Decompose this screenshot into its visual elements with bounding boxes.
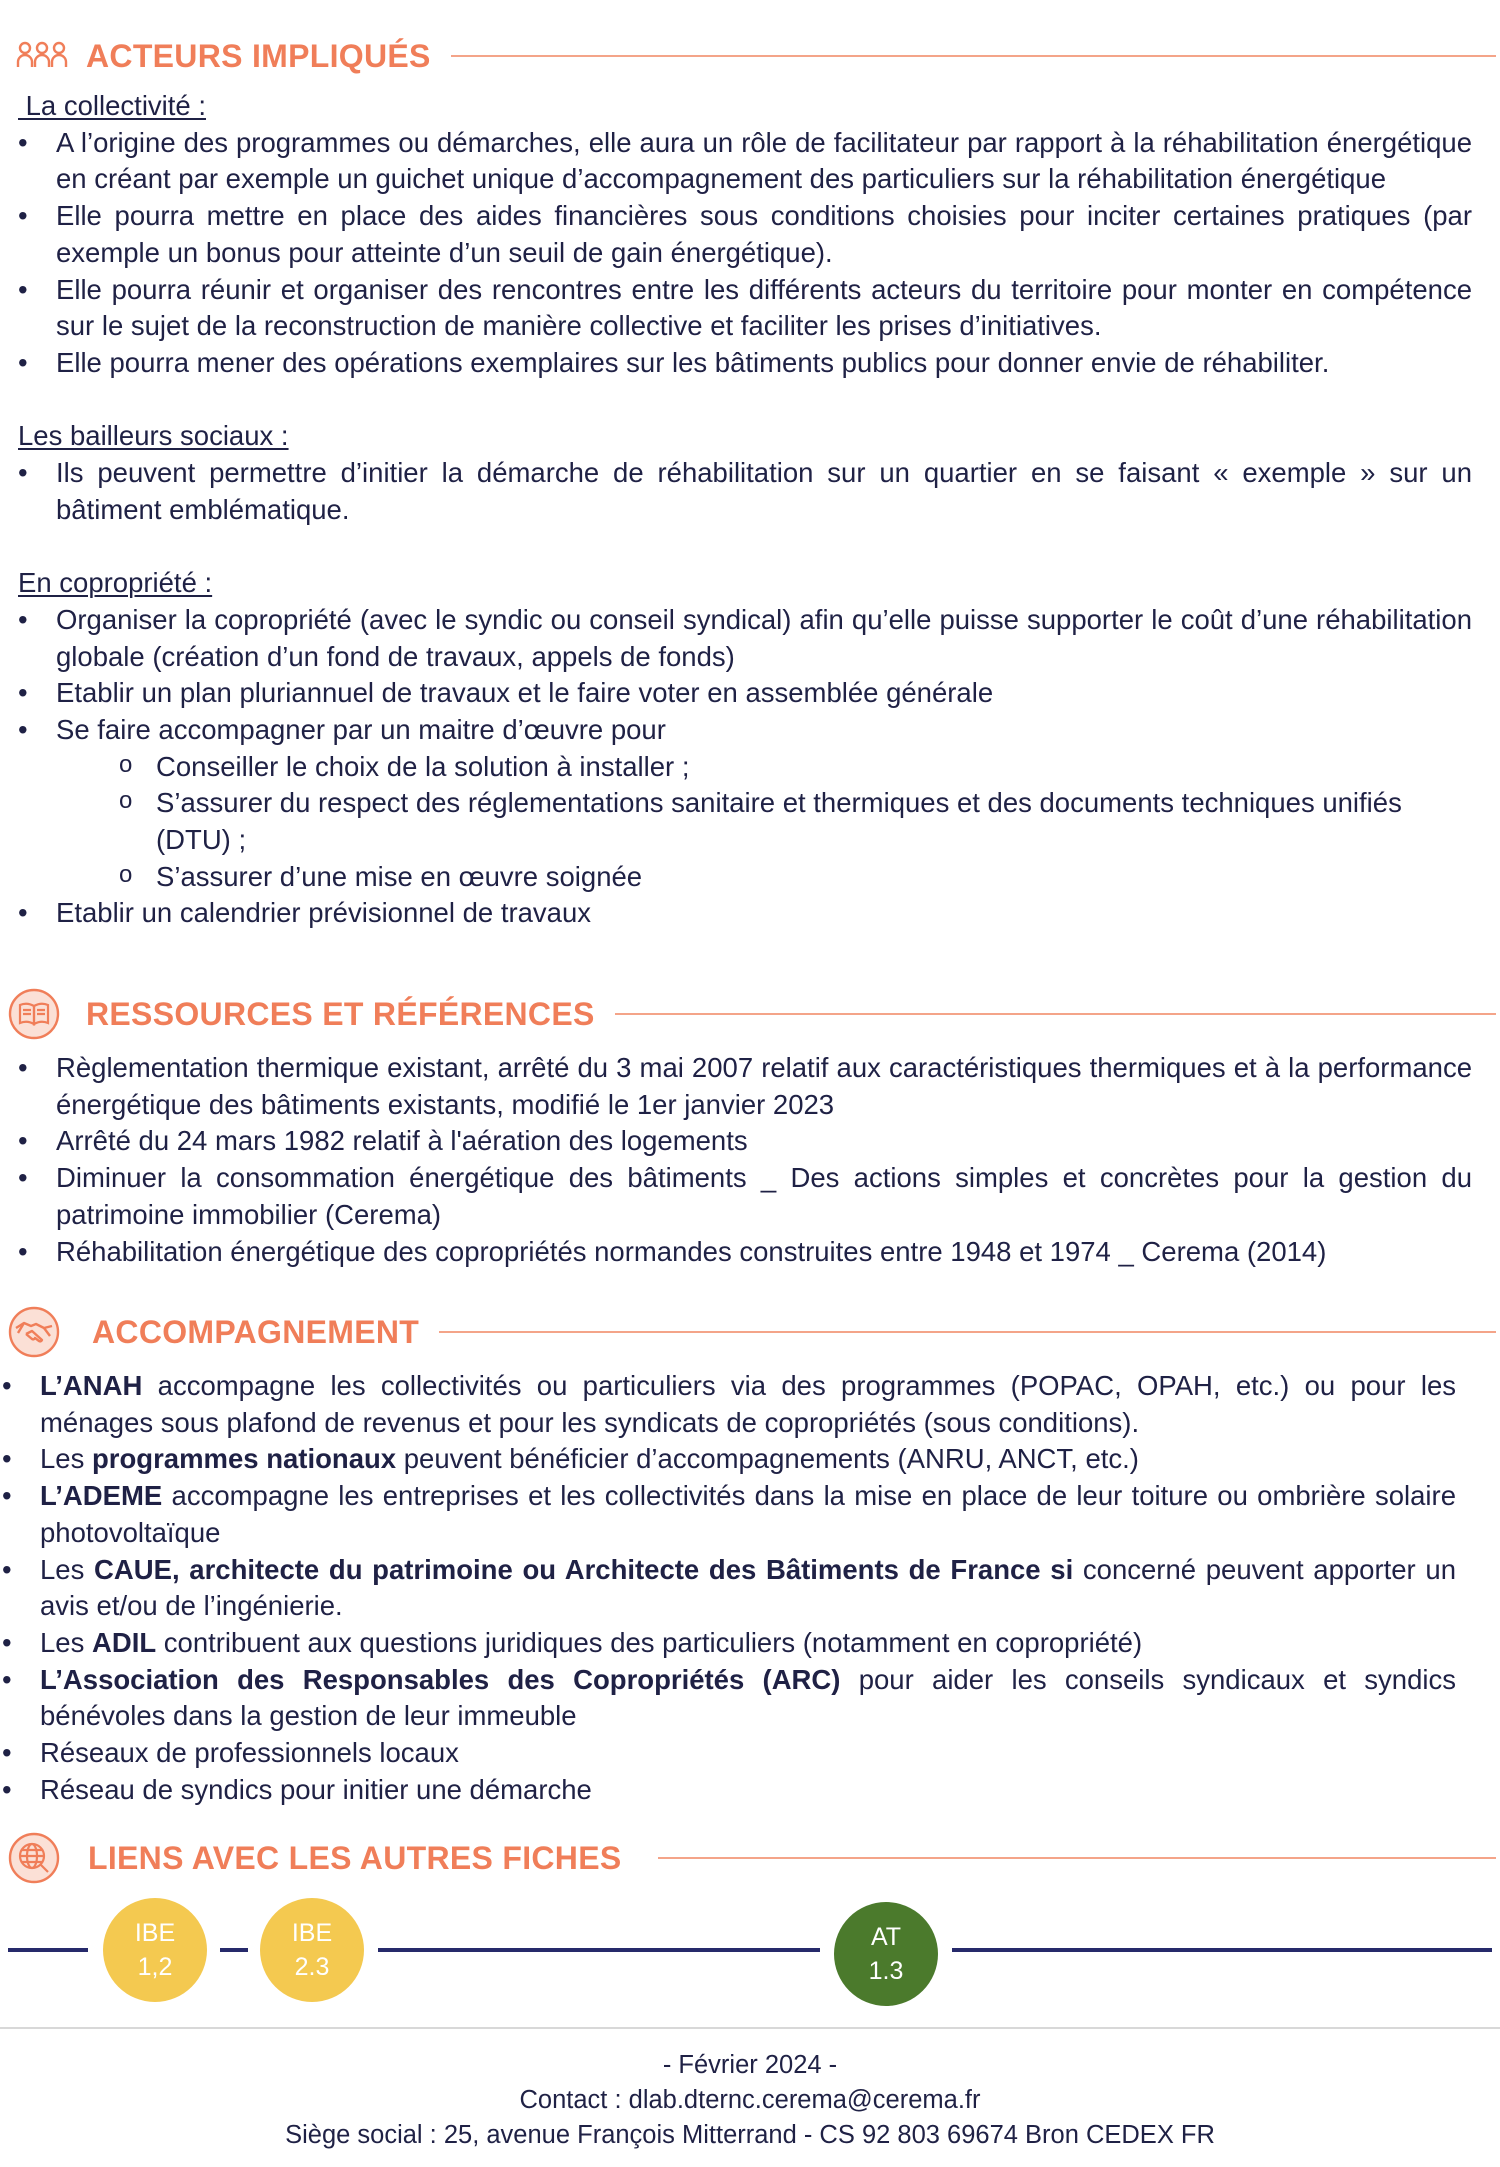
- section-header-acteurs: [16, 30, 1496, 82]
- list-item: • Etablir un calendrier prévisionnel de travaux: [18, 895, 1472, 932]
- list-item: • Les CAUE, architecte du patrimoine ou Architecte des Bâtiments de France si concerné peuvent apporter un avis et/ou de l’ingénierie.: [2, 1552, 1456, 1625]
- footer-address: Siège social : 25, avenue François Mitterrand - CS 92 803 69674 Bron CEDEX FR: [285, 2121, 1215, 2149]
- subheading-collectivite: La collectivité :: [18, 90, 207, 121]
- list-item: • A l’origine des programmes ou démarches, elle aura un rôle de facilitateur par rapport à la réhabilitation énergétique en créant par exemple un guichet unique d’accompagnement des particuliers sur la réhabilitation énergétique: [18, 125, 1472, 198]
- copropriete-list: [18, 602, 1472, 749]
- list-item: • Etablir un plan pluriannuel de travaux et le faire voter en assemblée générale: [18, 675, 1472, 712]
- bailleurs-list: [18, 455, 1472, 528]
- acteurs-content: [18, 88, 1472, 932]
- collectivite-list: [18, 125, 1472, 382]
- list-item: • Les programmes nationaux peuvent bénéficier d’accompagnements (ANRU, ANCT, etc.): [2, 1441, 1456, 1478]
- footer-divider: [0, 2027, 1500, 2029]
- section-divider: [439, 1331, 1496, 1333]
- section-divider: [658, 1857, 1497, 1859]
- accompagnement-content: [2, 1368, 1456, 1808]
- sheet-link-ibe-2-3[interactable]: IBE 2.3: [260, 1898, 364, 2002]
- footer: [0, 2048, 1500, 2153]
- subheading-copropriete: En copropriété :: [18, 567, 213, 599]
- section-header-ressources: [8, 988, 1496, 1040]
- sub-list-item: o S’assurer d’une mise en œuvre soignée: [156, 859, 1452, 896]
- list-item: • Se faire accompagner par un maitre d’œuvre pour: [18, 712, 1472, 749]
- list-item: • Réseau de syndics pour initier une démarche: [2, 1772, 1456, 1809]
- list-item: • Elle pourra réunir et organiser des rencontres entre les différents acteurs du territoire pour monter en compétence sur le sujet de la reconstruction de manière collective et faciliter les prises d’initiatives.: [18, 272, 1472, 345]
- connector-line: [220, 1948, 248, 1952]
- globe-icon: [8, 1832, 60, 1884]
- section-title: ACTEURS IMPLIQUÉS: [86, 37, 431, 74]
- section-title: RESSOURCES ET RÉFÉRENCES: [86, 995, 595, 1032]
- list-item: • Arrêté du 24 mars 1982 relatif à l'aération des logements: [18, 1123, 1472, 1160]
- section-title: ACCOMPAGNEMENT: [92, 1313, 420, 1350]
- list-item: • Elle pourra mener des opérations exemplaires sur les bâtiments publics pour donner envie de réhabiliter.: [18, 345, 1472, 382]
- section-header-liens: [8, 1832, 1496, 1884]
- sub-list-item: o Conseiller le choix de la solution à installer ;: [156, 749, 1452, 786]
- copropriete-sublist: [18, 749, 1472, 896]
- copropriete-list-end: [18, 895, 1472, 932]
- list-item: • L’ADEME accompagne les entreprises et les collectivités dans la mise en place de leur toiture ou ombrière solaire photovoltaïque: [2, 1478, 1456, 1551]
- sheet-link-at-1-3[interactable]: AT 1.3: [834, 1902, 938, 2006]
- section-header-accompagnement: [8, 1306, 1496, 1358]
- connector-line: [952, 1948, 1492, 1952]
- people-icon: [16, 30, 68, 82]
- list-item: • Règlementation thermique existant, arrêté du 3 mai 2007 relatif aux caractéristiques thermiques et à la performance énergétique des bâtiments existants, modifié le 1er janvier 2023: [18, 1050, 1472, 1123]
- book-icon: [8, 988, 60, 1040]
- list-item: • Réseaux de professionnels locaux: [2, 1735, 1456, 1772]
- section-divider: [615, 1013, 1496, 1015]
- footer-date: - Février 2024 -: [662, 2051, 838, 2079]
- list-item: • Organiser la copropriété (avec le syndic ou conseil syndical) afin qu’elle puisse supporter le coût d’une réhabilitation globale (création d’un fond de travaux, appels de fonds): [18, 602, 1472, 675]
- connector-line: [8, 1948, 88, 1952]
- list-item: • Réhabilitation énergétique des copropriétés normandes construites entre 1948 et 1974 _ Cerema (2014): [18, 1234, 1472, 1271]
- list-item: • Diminuer la consommation énergétique des bâtiments _ Des actions simples et concrètes pour la gestion du patrimoine immobilier (Cerema): [18, 1160, 1472, 1233]
- section-title: LIENS AVEC LES AUTRES FICHES: [88, 1839, 622, 1876]
- section-divider: [451, 55, 1496, 57]
- accompagnement-list: [2, 1368, 1456, 1808]
- connector-line: [378, 1948, 820, 1952]
- list-item: • Les ADIL contribuent aux questions juridiques des particuliers (notamment en copropriété): [2, 1625, 1456, 1662]
- related-sheets: [0, 1895, 1500, 2015]
- sub-list-item: o S’assurer du respect des réglementations sanitaire et thermiques et des documents techniques unifiés (DTU) ;: [156, 785, 1452, 858]
- footer-contact: Contact : dlab.dternc.cerema@cerema.fr: [519, 2086, 981, 2114]
- ressources-content: [18, 1050, 1472, 1270]
- list-item: • Elle pourra mettre en place des aides financières sous conditions choisies pour inciter certaines pratiques (par exemple un bonus pour atteinte d’un seuil de gain énergétique).: [18, 198, 1472, 271]
- list-item: • L’ANAH accompagne les collectivités ou particuliers via des programmes (POPAC, OPAH, etc.) ou pour les ménages sous plafond de revenus et pour les syndicats de copropriétés (sous conditions).: [2, 1368, 1456, 1441]
- subheading-bailleurs: Les bailleurs sociaux :: [18, 420, 289, 452]
- sheet-link-ibe-1-2[interactable]: IBE 1,2: [103, 1898, 207, 2002]
- ressources-list: [18, 1050, 1472, 1270]
- list-item: • Ils peuvent permettre d’initier la démarche de réhabilitation sur un quartier en se faisant « exemple » sur un bâtiment emblématique.: [18, 455, 1472, 528]
- handshake-icon: [8, 1306, 60, 1358]
- list-item: • L’Association des Responsables des Copropriétés (ARC) pour aider les conseils syndicaux et syndics bénévoles dans la gestion de leur immeuble: [2, 1662, 1456, 1735]
